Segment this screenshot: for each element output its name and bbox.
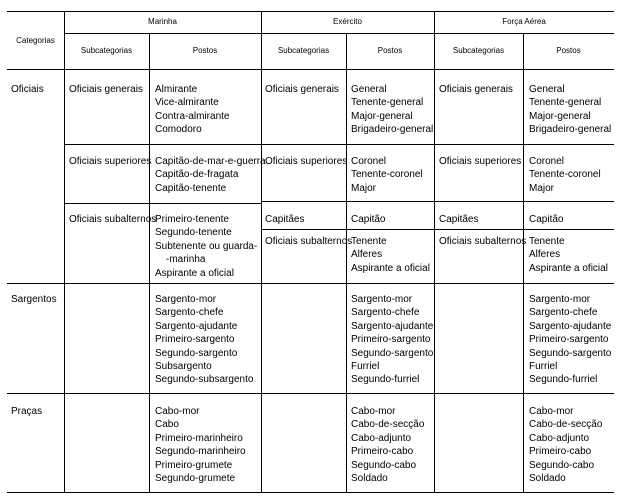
marinha-sub-oficiais-generais: Oficiais generais	[69, 84, 143, 95]
posto: Capitão-de-mar-e-guerra	[155, 156, 266, 167]
posto: Primeiro-sargento	[351, 334, 431, 346]
posto: Aspirante a oficial	[351, 262, 430, 274]
posto: Sargento-ajudante	[351, 320, 434, 332]
header-branch-rule	[64, 33, 614, 34]
posto: Comodoro	[155, 124, 202, 136]
exercito-postos-pracas	[351, 405, 424, 485]
posto: Cabo-adjunto	[351, 432, 412, 444]
aerea-postos-oficiais-generais	[529, 83, 611, 137]
header-exercito-postos: Postos	[377, 46, 403, 55]
posto: Segundo-sargento	[529, 347, 612, 359]
marinha-sub-oficiais-subalternos: Oficiais subalternos	[69, 214, 157, 225]
posto: Tenente	[529, 236, 565, 247]
aerea-postos-pracas	[529, 405, 602, 485]
posto: Brigadeiro-general	[351, 124, 434, 136]
row-rule-superiores-marinha	[64, 203, 261, 204]
posto: Capitão-tenente	[155, 182, 227, 194]
col-rule-exercito-aerea	[434, 11, 435, 492]
posto: Cabo-adjunto	[529, 432, 590, 444]
posto: Sargento-ajudante	[529, 320, 612, 332]
posto: Sargento-mor	[351, 294, 413, 305]
posto: Aspirante a oficial	[155, 267, 234, 279]
aerea-sub-oficiais-subalternos: Oficiais subalternos	[439, 236, 527, 247]
posto: General	[351, 84, 387, 95]
posto-subtenente	[155, 240, 258, 253]
posto: Primeiro-grumete	[155, 459, 233, 471]
header-aerea-subcategorias: Subcategorias	[452, 46, 505, 55]
posto: Primeiro-marinheiro	[155, 432, 243, 444]
header-exercito: Exército	[333, 17, 362, 26]
posto: Primeiro-tenente	[155, 214, 229, 225]
marinha-postos-pracas	[155, 405, 246, 485]
aerea-sub-capitaes: Capitães	[439, 214, 479, 225]
posto: Segundo-furriel	[529, 374, 598, 386]
posto: Tenente-coronel	[351, 169, 423, 181]
col-rule-categoria	[64, 11, 65, 492]
posto: Tenente-coronel	[529, 169, 601, 181]
exercito-sub-capitaes: Capitães	[265, 214, 305, 225]
posto: Coronel	[529, 156, 565, 167]
posto: Alferes	[351, 249, 383, 261]
posto: Primeiro-sargento	[529, 334, 609, 346]
posto: Subsargento	[155, 361, 212, 373]
posto: Soldado	[351, 473, 388, 485]
posto: Segundo-cabo	[351, 459, 417, 471]
aerea-postos-capitaes: Capitão	[529, 214, 564, 225]
header-forca-aerea: Força Aérea	[502, 17, 546, 26]
posto: General	[529, 84, 565, 95]
marinha-sub-oficiais-superiores: Oficiais superiores	[69, 156, 152, 167]
header-exercito-subcategorias: Subcategorias	[277, 46, 330, 55]
aerea-sub-oficiais-superiores: Oficiais superiores	[439, 156, 522, 167]
exercito-sub-oficiais-generais: Oficiais generais	[265, 84, 339, 95]
posto: Tenente	[351, 236, 387, 247]
posto: Cabo-de-secção	[351, 419, 425, 431]
posto: Brigadeiro-general	[529, 124, 612, 136]
posto: Segundo-furriel	[351, 374, 420, 386]
posto: Soldado	[529, 473, 566, 485]
posto: Cabo-mor	[529, 406, 574, 417]
posto: Cabo-de-secção	[529, 419, 603, 431]
posto: Major	[351, 182, 377, 194]
posto: Alferes	[529, 249, 561, 261]
exercito-postos-oficiais-superiores	[351, 155, 423, 195]
posto: Cabo-mor	[155, 406, 200, 417]
posto: Major	[529, 182, 555, 194]
exercito-sub-oficiais-subalternos: Oficiais subalternos	[265, 236, 353, 247]
marinha-postos-oficiais-generais	[155, 83, 229, 137]
posto: Tenente-general	[529, 97, 602, 109]
header-marinha-postos: Postos	[192, 46, 218, 55]
exercito-postos-sargentos	[351, 293, 433, 387]
marinha-postos-oficiais-subalternos	[155, 213, 258, 280]
col-rule-exercito-sub	[346, 33, 347, 492]
aerea-sub-oficiais-generais: Oficiais generais	[439, 84, 513, 95]
row-rule-generais	[64, 144, 614, 145]
category-sargentos: Sargentos	[11, 294, 57, 305]
posto: Primeiro-cabo	[351, 446, 414, 458]
exercito-postos-capitaes: Capitão	[351, 214, 386, 225]
posto: Cabo	[155, 419, 179, 431]
posto: Primeiro-sargento	[155, 334, 235, 346]
posto: Almirante	[155, 84, 198, 95]
posto: Cabo-mor	[351, 406, 396, 417]
marinha-postos-oficiais-superiores	[155, 155, 266, 195]
posto: Segundo-marinheiro	[155, 446, 246, 458]
posto: Coronel	[351, 156, 387, 167]
posto: Capitão-de-fragata	[155, 169, 239, 181]
posto: Segundo-sargento	[351, 347, 434, 359]
posto: Sargento-chefe	[155, 307, 224, 319]
exercito-postos-oficiais-subalternos	[351, 235, 430, 275]
table-bottom-rule	[7, 492, 614, 493]
posto: Sargento-chefe	[351, 307, 420, 319]
col-rule-aerea-sub	[523, 33, 524, 492]
table-top-rule	[7, 11, 614, 12]
posto: Segundo-cabo	[529, 459, 595, 471]
aerea-postos-oficiais-subalternos	[529, 235, 608, 275]
exercito-postos-oficiais-generais	[351, 83, 433, 137]
header-marinha-subcategorias: Subcategorias	[80, 46, 133, 55]
posto: Tenente-general	[351, 97, 424, 109]
posto: Sargento-mor	[155, 294, 217, 305]
posto: Furriel	[529, 361, 558, 373]
header-categorias: Categorias	[16, 36, 55, 45]
row-rule-capitaes-exercito	[261, 229, 614, 230]
posto-subtenente-cont: -marinha	[166, 254, 206, 266]
posto: Segundo-subsargento	[155, 374, 254, 386]
posto: Major-general	[351, 110, 413, 122]
posto: Segundo-grumete	[155, 473, 236, 485]
posto: Contra-almirante	[155, 110, 230, 122]
posto: Aspirante a oficial	[529, 262, 608, 274]
posto: Sargento-chefe	[529, 307, 598, 319]
posto: Primeiro-cabo	[529, 446, 592, 458]
posto: Major-general	[529, 110, 591, 122]
posto: Segundo-tenente	[155, 227, 232, 239]
word: ou	[208, 240, 221, 252]
exercito-sub-oficiais-superiores: Oficiais superiores	[265, 156, 348, 167]
row-rule-superiores-exercito	[261, 201, 614, 202]
aerea-postos-sargentos	[529, 293, 611, 387]
posto: Vice-almirante	[155, 97, 219, 109]
col-rule-marinha-sub	[149, 33, 150, 492]
col-rule-marinha-exercito	[261, 11, 262, 492]
category-pracas: Praças	[11, 406, 43, 417]
aerea-postos-oficiais-superiores	[529, 155, 601, 195]
marinha-postos-sargentos	[155, 293, 253, 387]
header-marinha: Marinha	[148, 17, 177, 26]
posto: Furriel	[351, 361, 380, 373]
word: Subtenente	[155, 240, 207, 252]
posto: Sargento-ajudante	[155, 320, 238, 332]
word: guarda-	[222, 240, 258, 252]
category-oficiais: Oficiais	[11, 84, 44, 95]
posto: Sargento-mor	[529, 294, 591, 305]
header-aerea-postos: Postos	[556, 46, 581, 55]
posto: Segundo-sargento	[155, 347, 238, 359]
